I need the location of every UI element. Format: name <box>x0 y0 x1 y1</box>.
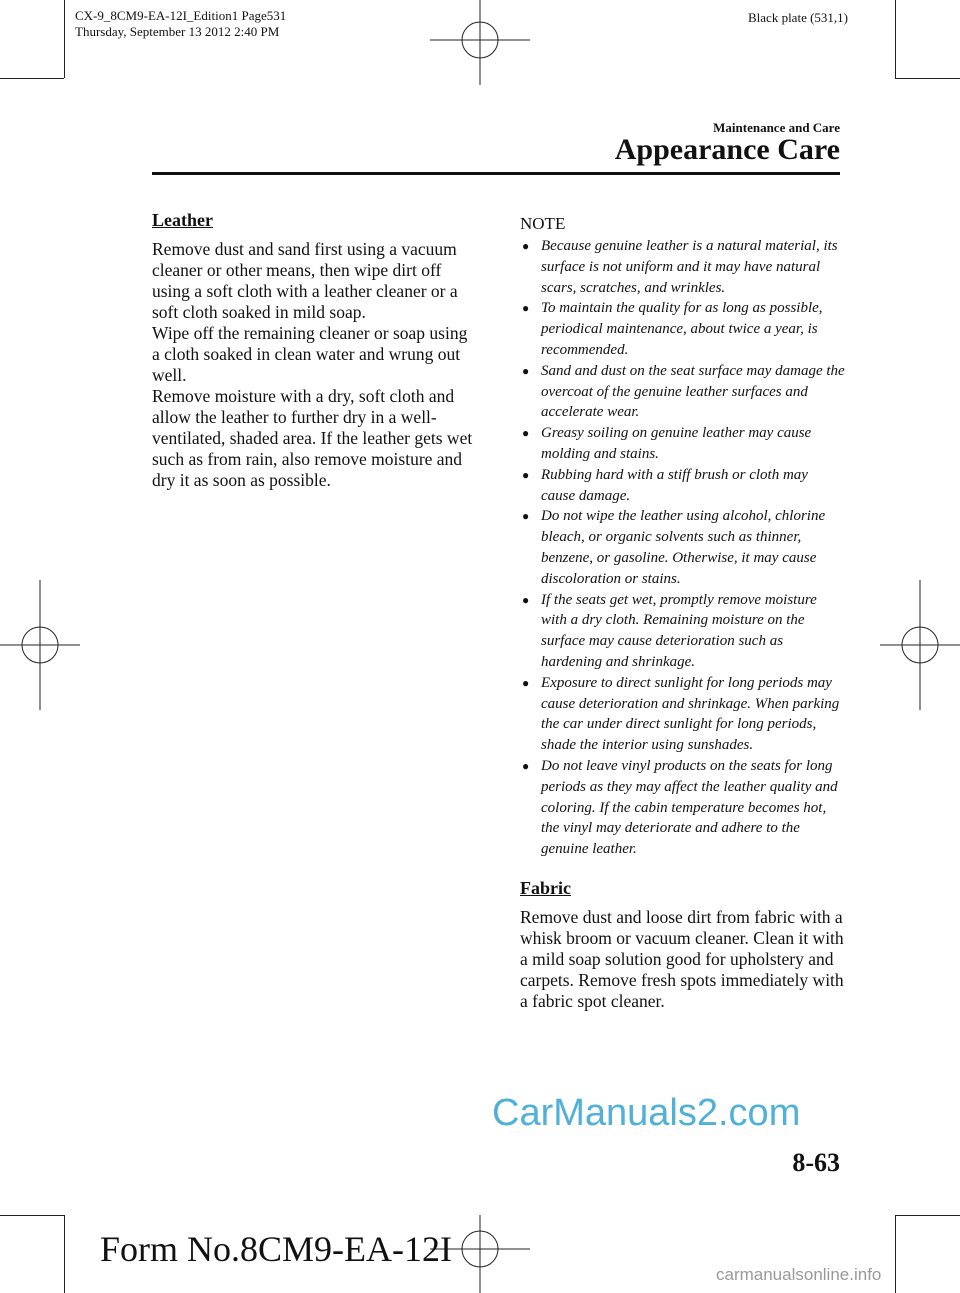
fabric-section <box>520 878 845 1012</box>
note-item <box>520 298 845 360</box>
crop-mark <box>64 0 65 78</box>
leather-paragraph: Wipe off the remaining cleaner or soap using a cloth soaked in clean water and wrung out well. <box>152 323 468 385</box>
leather-paragraph: Remove moisture with a dry, soft cloth and allow the leather to further dry in a well-ventilated, shaded area. If the leather gets wet such as from rain, also remove moisture and dry it as soon as possible. <box>152 386 473 490</box>
registration-mark-left-icon <box>0 580 80 710</box>
bullet-icon: ● <box>522 426 530 441</box>
print-date-line: Thursday, September 13 2012 2:40 PM <box>75 24 280 39</box>
fabric-body <box>520 907 845 1012</box>
bullet-icon: ● <box>522 592 530 607</box>
crop-mark <box>64 1215 65 1293</box>
note-item-text: Exposure to direct sunlight for long periods may cause deterioration and shrinkage. When parking the car under direct sunlight for long periods, shade the interior using sunshades. <box>541 674 840 754</box>
crop-mark <box>895 78 960 79</box>
crop-mark <box>0 78 64 79</box>
leather-heading: Leather <box>152 210 213 230</box>
crop-mark <box>895 1215 896 1293</box>
note-item <box>520 361 845 423</box>
note-item-text: Greasy soiling on genuine leather may cause molding and stains. <box>541 425 812 462</box>
registration-mark-right-icon <box>880 580 960 710</box>
note-item <box>520 756 845 860</box>
bullet-icon: ● <box>522 509 530 524</box>
note-item-text: Because genuine leather is a natural material, its surface is not uniform and it may have natural scars, scratches, and wrinkles. <box>541 238 838 296</box>
header-rule <box>152 172 840 175</box>
note-item <box>520 465 845 507</box>
bullet-icon: ● <box>522 301 530 316</box>
watermark-logo: CarManuals2.com <box>492 1092 801 1134</box>
bullet-icon: ● <box>522 239 530 253</box>
leather-paragraph: Remove dust and sand first using a vacuum cleaner or other means, then wipe dirt off using a soft cloth with a leather cleaner or a soft cloth soaked in mild soap. <box>152 239 458 322</box>
note-item <box>520 423 845 465</box>
note-item <box>520 673 845 756</box>
note-item-text: Do not leave vinyl products on the seats for long periods as they may affect the leather quality and coloring. If the cabin temperature becomes hot, the vinyl may deteriorate and adhere to the genuine leather. <box>541 757 838 858</box>
note-section <box>520 214 845 1012</box>
bullet-icon: ● <box>522 675 530 690</box>
page-number: 8-63 <box>792 1148 840 1177</box>
bullet-icon: ● <box>522 758 530 773</box>
bullet-icon: ● <box>522 467 530 482</box>
note-list <box>520 236 845 860</box>
section-label: Maintenance and Care <box>713 120 840 135</box>
note-item-text: Sand and dust on the seat surface may damage the overcoat of the genuine leather surfaces and accelerate wear. <box>541 362 845 421</box>
note-title: NOTE <box>520 214 566 233</box>
form-number: Form No.8CM9-EA-12I <box>100 1229 452 1269</box>
fabric-heading: Fabric <box>520 877 571 898</box>
leather-section <box>152 210 477 491</box>
note-item-text: Do not wipe the leather using alcohol, chlorine bleach, or organic solvents such as thinner, benzene, or gasoline. Otherwise, it may cause discoloration or stains. <box>541 508 826 587</box>
note-item-text: Rubbing hard with a stiff brush or cloth may cause damage. <box>541 466 808 504</box>
crop-mark <box>895 1215 960 1216</box>
watermark-url: carmanualsonline.info <box>716 1265 882 1284</box>
crop-mark <box>0 1215 64 1216</box>
note-item <box>520 506 845 589</box>
registration-mark-top-icon <box>430 0 530 85</box>
bullet-icon: ● <box>522 363 530 378</box>
print-file-line: CX-9_8CM9-EA-12I_Edition1 Page531 <box>75 8 287 23</box>
note-item <box>520 236 845 298</box>
note-item-text: If the seats get wet, promptly remove moisture with a dry cloth. Remaining moisture on the surface may cause deterioration such as hardening and shrinkage. <box>541 591 817 670</box>
crop-mark <box>895 0 896 78</box>
note-item <box>520 590 845 673</box>
note-item-text: To maintain the quality for as long as possible, periodical maintenance, about twice a year, is recommended. <box>541 300 823 358</box>
page-title: Appearance Care <box>614 133 840 166</box>
leather-body <box>152 239 477 491</box>
plate-label: Black plate (531,1) <box>748 10 848 25</box>
fabric-paragraph: Remove dust and loose dirt from fabric with a whisk broom or vacuum cleaner. Clean it with a mild soap solution good for upholstery and carpets. Remove fresh spots immediately with a fabric spot cleaner. <box>520 906 844 1011</box>
